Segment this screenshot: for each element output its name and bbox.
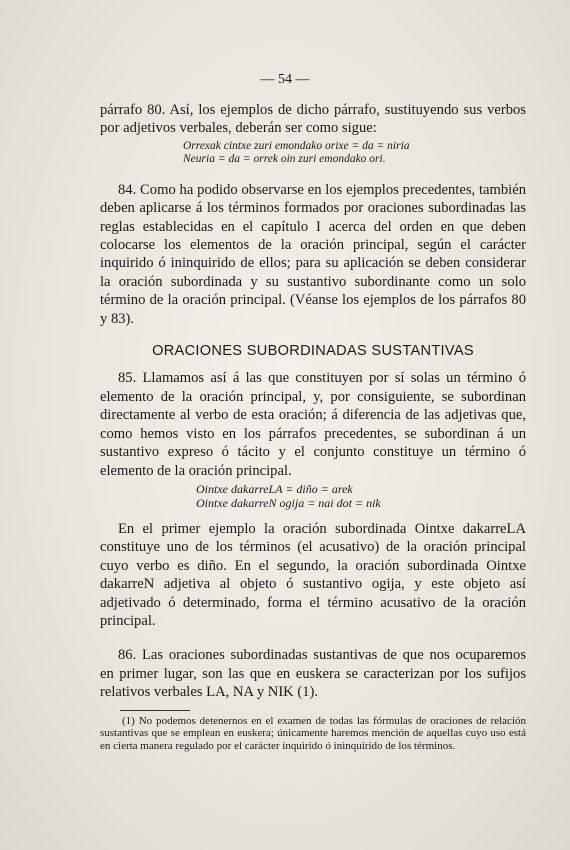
paragraph-84: 84. Como ha podido observarse en los ejemplos precedentes, también deben aplicarse á los términos formados por oraciones subordinadas las reglas establecidas en el capítulo I acerca del orden en que deben colocarse los elementos de la oración principal, según el carácter inquirido ó ininquirido de ellos; para su aplicación se deben considerar la oración subordinada y su sustantivo subordinante como un solo término de la oración principal. (Véanse los ejemplos de los párrafos 80 y 83). <box>100 181 526 327</box>
paragraph-85-explanation: En el primer ejemplo la oración subordinada Ointxe dakarreLA constituye uno de los términos (el acusativo) de la oración principal cuyo verbo es diño. En el segundo, la oración subordinada Ointxe dakarreN adjetiva al objeto ó sustantivo ogija, y este objeto así adjetivado ó determinado, forma el término acusativo de la oración principal. <box>100 520 526 629</box>
footnote-rule <box>120 710 190 711</box>
footnote: (1) No podemos detenernos en el examen de todas las fórmulas de oraciones de relación sustantivas que se emplean en euskera; únicamente haremos mención de aquellas cuyo uso está en cierta manera regulado por el carácter inquirido ó ininquirido de los términos. <box>100 714 526 752</box>
page-number: — 54 — <box>260 72 310 87</box>
example-block-2 <box>196 482 526 510</box>
example-1-line-2: Neuria = da = orrek oin zuri emondako ori. <box>183 153 386 166</box>
example-1-line-1: Orrexak cintxe zuri emondako orixe = da = niria <box>183 139 410 152</box>
example-2-line-1: Ointxe dakarreLA = diño = arek <box>196 481 353 496</box>
paragraph-85: 85. Llamamos así á las que constituyen por sí solas un término ó elemento de la oración principal, y, por consiguiente, se subordinan directamente al verbo de esta oración; á diferencia de las adjetivas que, como hemos visto en los párrafos precedentes, se subordinan á un sustantivo expreso ó tácito y el conjunto constituye un término ó elemento de la oración principal. <box>100 370 526 479</box>
paragraph-80-continuation: párrafo 80. Así, los ejemplos de dicho párrafo, sustituyendo sus verbos por adjetivos verbales, deberán ser como sigue: <box>100 102 526 137</box>
section-heading: ORACIONES SUBORDINADAS SUSTANTIVAS <box>152 343 474 360</box>
paragraph-86: 86. Las oraciones subordinadas sustantivas de que nos ocuparemos en primer lugar, son las que en euskera se caracterizan por los sufijos relativos verbales LA, NA y NIK (1). <box>100 647 526 701</box>
body-text <box>100 101 526 752</box>
example-2-line-2: Ointxe dakarreN ogija = nai dot = nik <box>196 495 381 510</box>
example-block-1 <box>183 140 526 167</box>
